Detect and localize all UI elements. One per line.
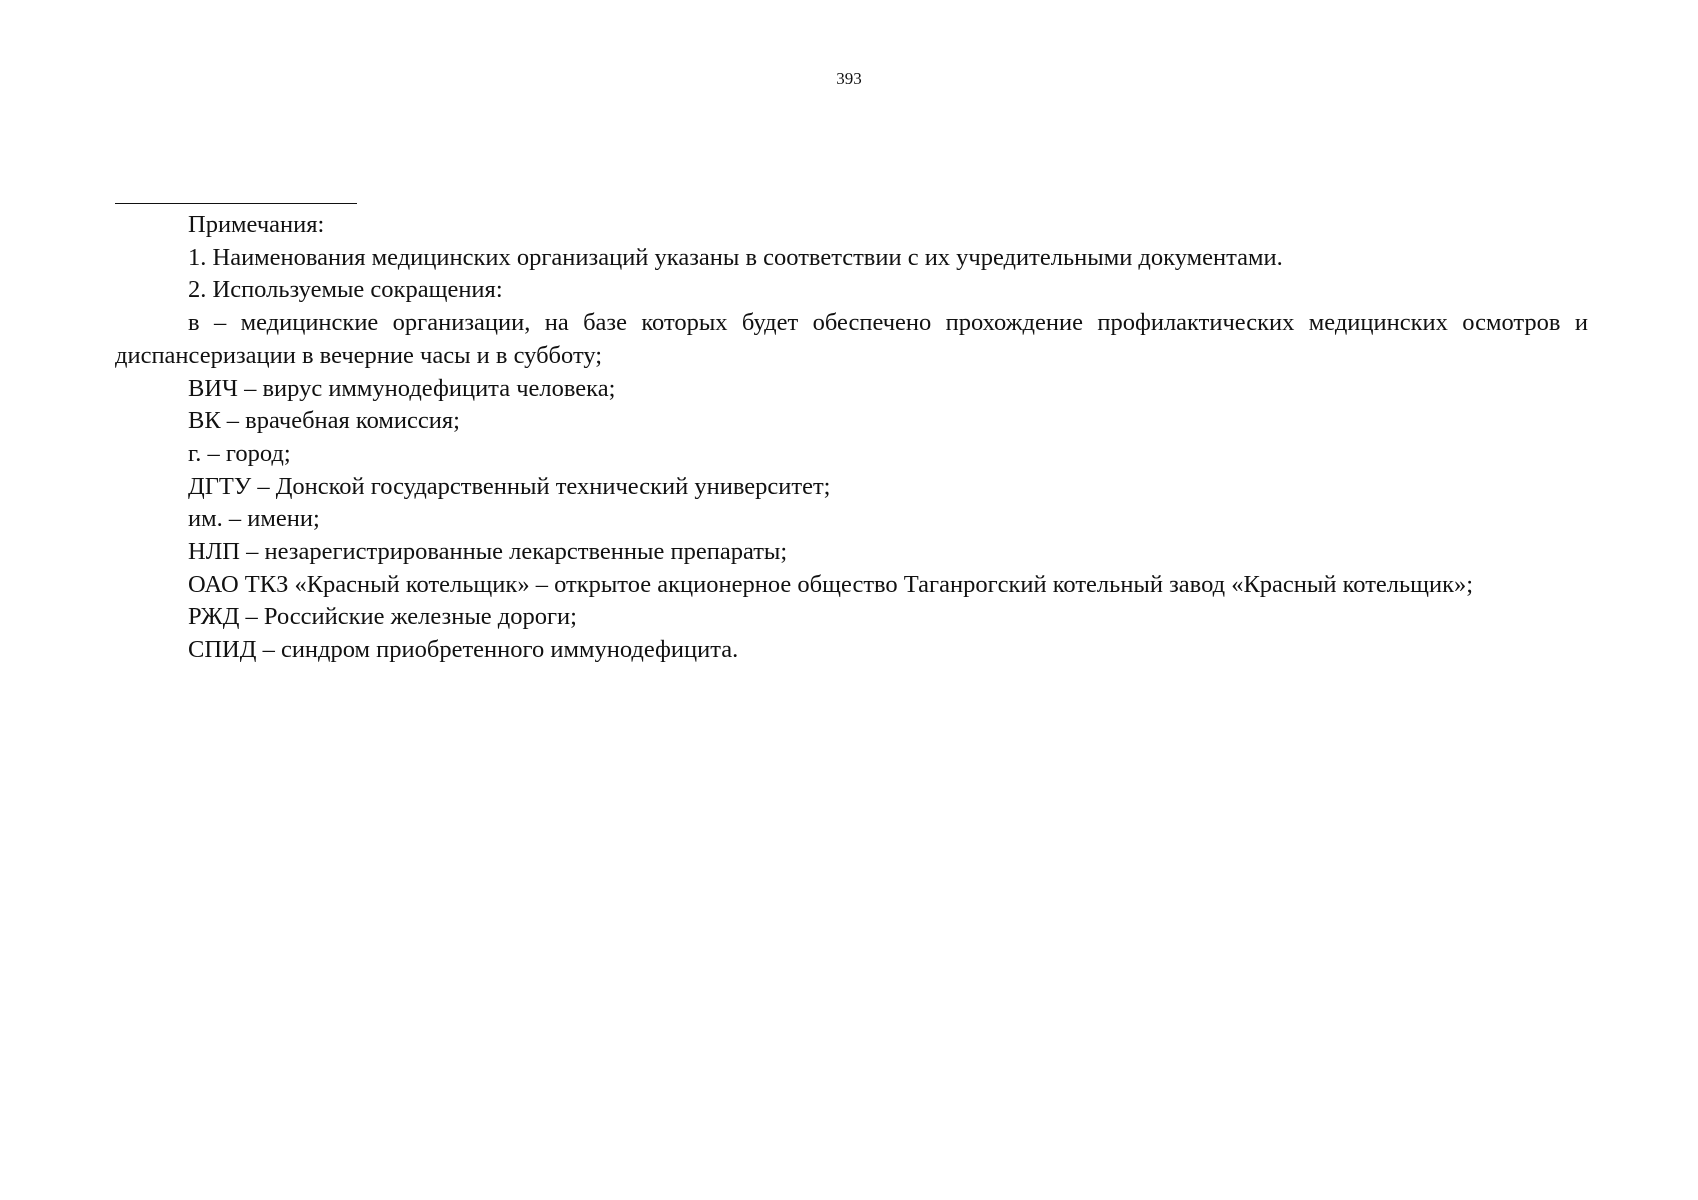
abbreviation-im: им. – имени;: [188, 505, 320, 533]
abbreviation-spid: СПИД – синдром приобретенного иммунодефицита.: [188, 636, 739, 664]
abbreviation-dgtu: ДГТУ – Донской государственный технический университет;: [188, 472, 831, 500]
notes-section: [115, 209, 1588, 667]
abbreviation-vk: ВК – врачебная комиссия;: [188, 407, 460, 435]
abbreviation-nlp: НЛП – незарегистрированные лекарственные препараты;: [188, 538, 788, 566]
abbreviation-v: в – медицинские организации, на базе которых будет обеспечено прохождение профилактических медицинских осмотров и диспансеризации в вечерние часы и в субботу;: [115, 309, 1588, 369]
note-item-naming: 1. Наименования медицинских организаций указаны в соответствии с их учредительными документами.: [188, 243, 1283, 271]
page-number: 393: [836, 69, 862, 88]
abbreviation-g: г. – город;: [188, 439, 291, 467]
abbreviation-vich: ВИЧ – вирус иммунодефицита человека;: [188, 374, 616, 402]
notes-heading: Примечания:: [188, 211, 325, 238]
abbreviation-rzhd: РЖД – Российские железные дороги;: [188, 603, 577, 631]
abbreviation-oao-tkz: ОАО ТКЗ «Красный котельщик» – открытое акционерное общество Таганрогский котельный завод «Красный котельщик»;: [188, 570, 1474, 598]
footnote-separator-rule: [115, 203, 357, 204]
note-item-abbreviations-heading: 2. Используемые сокращения:: [188, 276, 503, 304]
